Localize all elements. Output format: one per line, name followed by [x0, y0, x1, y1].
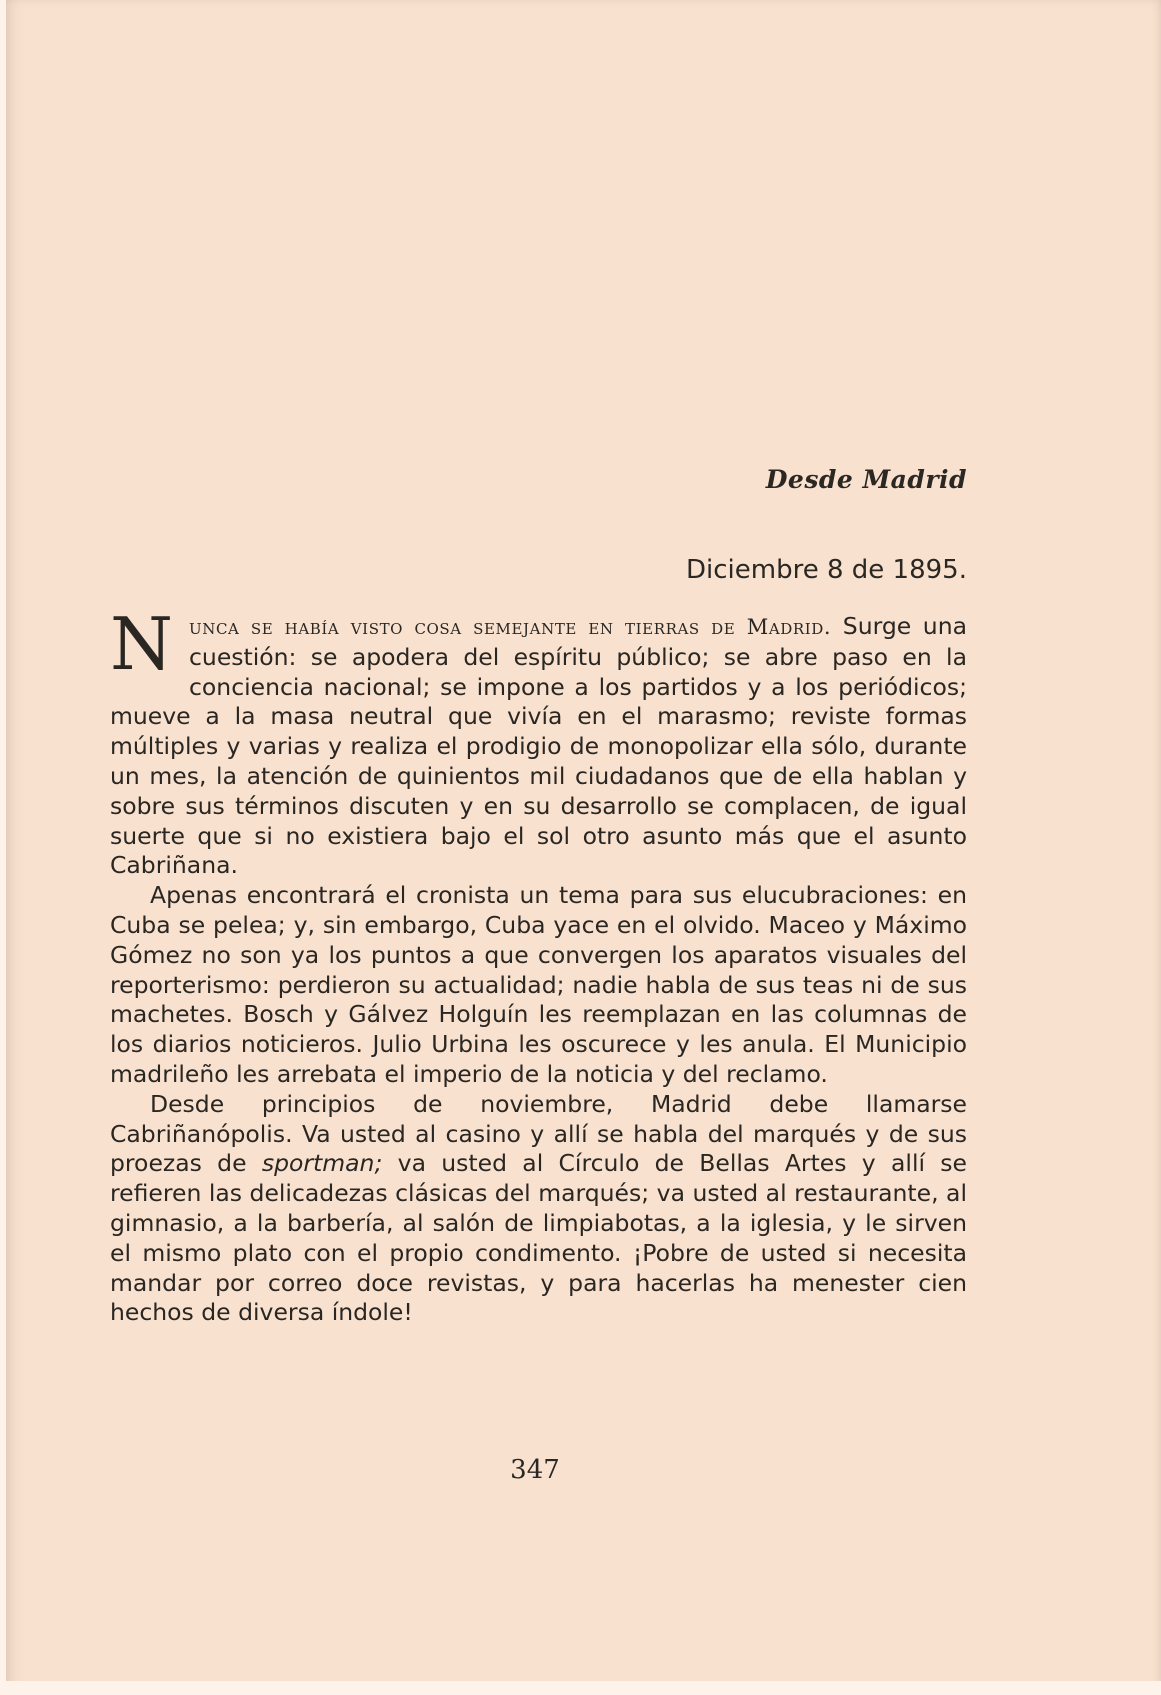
paragraph: Apenas encontrará el cronista un tema para sus elucubraciones: en Cuba se pelea; y, sin embargo, Cuba yace en el olvido. Maceo y Máximo Gómez no son ya los puntos a que convergen los aparatos visuales del reporterismo: perdieron su actualidad; nadie habla de sus teas ni de sus machetes. Bosch y Gálvez Holguín les reemplazan en las columnas de los diarios noticieros. Julio Urbina les oscurece y les anula. El Municipio madrileño les arrebata el imperio de la noticia y del reclamo.	[110, 881, 967, 1088]
paragraph-text: va usted al Círculo de Bellas Artes y allí se refieren las delicadezas clásicas del marqués; va usted al restaurante, al gimnasio, a la barbería, al salón de limpiabotas, a la iglesia, y le sirven el mismo plato con el propio condimento. ¡Pobre de usted si necesita mandar por correo doce revistas, y para hacerlas ha menester cien hechos de diversa índole!	[110, 1149, 967, 1327]
page-edge	[0, 1681, 1161, 1695]
paragraph-text: Surge una cuestión: se apodera del espíritu público; se abre paso en la conciencia nacional; se impone a los partidos y a los periódicos; mueve a la masa neutral que vivía en el marasmo; reviste formas múltiples y varias y realiza el prodigio de monopolizar ella sólo, durante un mes, la atención de quinientos mil ciudadanos que de ella hablan y sobre sus términos discuten y en su desarrollo se complacen, de igual suerte que si no existiera bajo el sol otro asunto más que el asunto Cabriñana.	[110, 612, 967, 880]
drop-cap: N	[110, 602, 173, 686]
paragraph	[110, 602, 967, 881]
page-number: 347	[510, 1455, 560, 1485]
body-text	[110, 602, 967, 1328]
opening-small-caps: unca se había visto cosa semejante en tierras de Madrid.	[189, 615, 832, 639]
paragraph-text: Desde principios de noviembre, Madrid debe llamarse Cabriñanópolis. Va usted al casino y allí se habla del marqués y de sus proezas de	[110, 1089, 967, 1178]
italic-term: sportman;	[261, 1149, 383, 1178]
chapter-title: Desde Madrid	[765, 465, 967, 494]
dateline: Diciembre 8 de 1895.	[686, 555, 967, 585]
page-edge	[0, 0, 6, 1695]
paragraph	[110, 1090, 967, 1328]
